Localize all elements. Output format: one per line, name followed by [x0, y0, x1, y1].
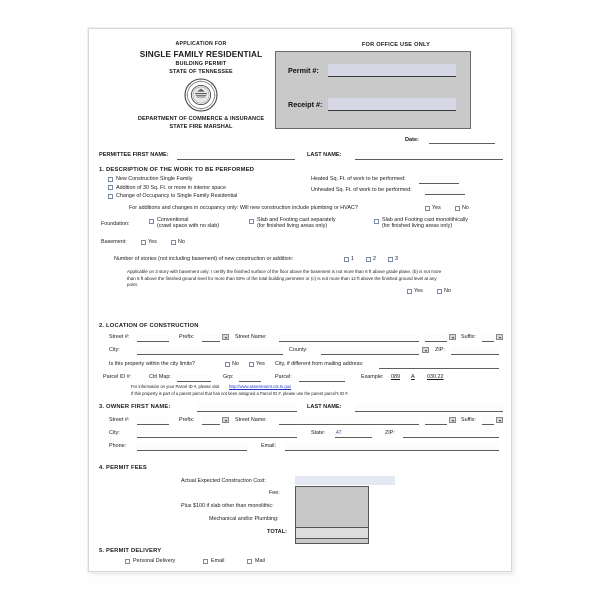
label-hvac-yes: Yes	[432, 205, 441, 211]
loc-city-input[interactable]	[137, 347, 283, 355]
grp-label: Grp:	[223, 374, 234, 380]
owner-prefix-input[interactable]	[202, 417, 220, 425]
ctl-map-input[interactable]	[177, 374, 211, 382]
section-1-heading: 1. DESCRIPTION OF THE WORK TO BE PERFORMED	[99, 167, 255, 173]
checkbox-city-limits-yes[interactable]	[249, 362, 254, 367]
section-4-heading: 4. PERMIT FEES	[99, 465, 147, 471]
permit-number-label: Permit #:	[288, 66, 319, 75]
label-basement-no: No	[178, 239, 185, 245]
form-header	[101, 41, 301, 130]
checkbox-stories-1[interactable]	[344, 257, 349, 262]
loc-street-dropdown-icon[interactable]	[449, 334, 456, 340]
checkbox-personal-delivery[interactable]	[125, 559, 130, 564]
label-foundation-separate-2: (for finished living areas only)	[257, 223, 328, 229]
owner-last-name-label: LAST NAME:	[307, 404, 342, 410]
loc-prefix-label: Prefix:	[179, 334, 195, 340]
parcel-info-link[interactable]: http://www.assessment.cot.tn.gov	[229, 384, 292, 389]
fee-row-2-label: Plus $100 if slab other than monolithic:	[181, 503, 274, 509]
owner-street-extra-input[interactable]	[425, 417, 447, 425]
permit-number-input[interactable]	[328, 64, 456, 77]
owner-zip-label: ZIP:	[385, 430, 395, 436]
loc-street-name-label: Street Name:	[235, 334, 267, 340]
owner-suffix-dropdown-icon[interactable]	[496, 417, 503, 423]
label-basement-yes: Yes	[148, 239, 157, 245]
fee-row-0-input[interactable]	[295, 476, 395, 485]
office-use-box	[275, 51, 471, 129]
example-map-value: 089	[391, 374, 400, 380]
checkbox-basement-no[interactable]	[171, 240, 176, 245]
label-foundation-conventional-2: (crawl space with no slab)	[157, 223, 220, 229]
loc-street-num-input[interactable]	[137, 334, 169, 342]
mailing-address-input[interactable]	[379, 361, 499, 369]
loc-zip-input[interactable]	[451, 347, 499, 355]
permittee-last-name-input[interactable]	[355, 152, 503, 160]
fee-row-0-label: Actual Expected Construction Cost:	[181, 478, 266, 484]
owner-phone-label: Phone:	[109, 443, 127, 449]
owner-email-label: Email:	[261, 443, 276, 449]
owner-street-num-input[interactable]	[137, 417, 169, 425]
label-personal-delivery: Personal Delivery	[133, 558, 176, 564]
loc-county-label: County:	[289, 347, 308, 353]
fee-row-1-label: Fee:	[269, 490, 280, 496]
example-parcel-value: 030.22	[427, 374, 444, 380]
loc-prefix-input[interactable]	[202, 334, 220, 342]
owner-prefix-label: Prefix:	[179, 417, 195, 423]
date-label: Date:	[405, 137, 419, 143]
owner-state-input[interactable]: 47	[335, 430, 372, 438]
label-foundation-monolithic-1: Slab and Footing cast monolithically	[382, 216, 468, 223]
loc-suffix-input[interactable]	[482, 334, 494, 342]
checkbox-new-construction[interactable]	[108, 177, 113, 182]
loc-county-input[interactable]	[321, 347, 419, 355]
unheated-sqft-label: Unheated Sq. Ft. of work to be performed:	[311, 187, 412, 193]
ctl-map-label: Ctrl Map:	[149, 374, 171, 380]
permittee-first-name-input[interactable]	[177, 152, 295, 160]
checkbox-foundation-monolithic[interactable]	[374, 219, 379, 224]
owner-street-num-label: Street #:	[109, 417, 130, 423]
parcel-note-line-2: If this property is part of a parent parcel that has not been assigned a Parcel ID #, please use the parent parcel's ID #.	[131, 390, 349, 396]
checkbox-basement-yes[interactable]	[141, 240, 146, 245]
form-subtitle: BUILDING PERMIT	[175, 61, 227, 67]
label-foundation-monolithic-2: (for finished living areas only)	[382, 223, 453, 229]
label-certification-yes: Yes	[414, 288, 423, 294]
form-title: SINGLE FAMILY RESIDENTIAL	[139, 49, 263, 59]
label-city-limits-yes: Yes	[256, 361, 265, 367]
checkbox-mail-delivery[interactable]	[247, 559, 252, 564]
loc-suffix-dropdown-icon[interactable]	[496, 334, 503, 340]
checkbox-city-limits-no[interactable]	[225, 362, 230, 367]
hvac-question-label: For additions and changes in occupancy only: Will new construction include plumbing or HVAC?	[129, 205, 358, 211]
checkbox-hvac-no[interactable]	[455, 206, 460, 211]
fee-row-3-label: Mechanical and/or Plumbing:	[209, 516, 279, 522]
checkbox-certification-yes[interactable]	[407, 289, 412, 294]
date-input[interactable]	[429, 143, 495, 144]
fee-total-input[interactable]	[295, 527, 369, 539]
loc-prefix-dropdown-icon[interactable]	[222, 334, 229, 340]
city-limits-question: Is this property within the city limits?	[109, 361, 195, 367]
label-city-limits-no: No	[232, 361, 239, 367]
department-line-2: STATE FIRE MARSHAL	[169, 124, 233, 130]
state-seal-icon	[184, 78, 218, 112]
receipt-number-input[interactable]	[328, 98, 456, 111]
form-page	[88, 28, 512, 572]
loc-street-num-label: Street #:	[109, 334, 130, 340]
label-stories-2: 2	[373, 256, 376, 262]
loc-county-dropdown-icon[interactable]	[422, 347, 429, 353]
example-grp-value: A	[411, 374, 415, 380]
parcel-note-line-1: For information on your Parcel ID #, please visit	[131, 384, 220, 389]
receipt-number-label: Receipt #:	[288, 100, 323, 109]
checkbox-email-delivery[interactable]	[203, 559, 208, 564]
label-email-delivery: Email	[211, 558, 225, 564]
checkbox-stories-3[interactable]	[388, 257, 393, 262]
grp-input[interactable]	[239, 374, 261, 382]
form-content	[89, 29, 513, 573]
section-5-heading: 5. PERMIT DELIVERY	[99, 548, 162, 554]
checkbox-stories-2[interactable]	[366, 257, 371, 262]
foundation-label: Foundation:	[101, 221, 130, 227]
owner-street-name-input[interactable]	[279, 417, 419, 425]
parcel-input[interactable]	[299, 374, 345, 382]
owner-first-name-input[interactable]	[197, 404, 297, 412]
parcel-id-label: Parcel ID #:	[103, 374, 132, 380]
label-foundation-conventional-1: Conventional	[157, 216, 189, 223]
owner-zip-input[interactable]	[403, 430, 499, 438]
checkbox-change-occupancy[interactable]	[108, 194, 113, 199]
section-2-heading: 2. LOCATION OF CONSTRUCTION	[99, 323, 199, 329]
owner-last-name-input[interactable]	[355, 404, 503, 412]
owner-city-input[interactable]	[137, 430, 297, 438]
checkbox-foundation-conventional[interactable]	[149, 219, 154, 224]
section-3-heading: 3. OWNER FIRST NAME:	[99, 404, 171, 410]
loc-suffix-label: Suffix:	[461, 334, 476, 340]
basement-label: Basement:	[101, 239, 127, 245]
label-addition: Addition of 30 Sq. Ft. or more in interior space	[116, 184, 226, 191]
permittee-first-name-label: PERMITTEE FIRST NAME:	[99, 152, 169, 158]
checkbox-addition[interactable]	[108, 185, 113, 190]
label-mail-delivery: Mail	[255, 558, 265, 564]
checkbox-foundation-separate[interactable]	[249, 219, 254, 224]
label-change-occupancy: Change of Occupancy to Single Family Residential	[116, 193, 238, 199]
owner-city-label: City:	[109, 430, 120, 436]
checkbox-hvac-yes[interactable]	[425, 206, 430, 211]
label-stories-3: 3	[395, 256, 398, 262]
department-line-1: DEPARTMENT OF COMMERCE & INSURANCE	[137, 116, 265, 122]
heated-sqft-label: Heated Sq. Ft. of work to be performed:	[311, 176, 406, 182]
office-use-title: FOR OFFICE USE ONLY	[361, 42, 431, 48]
label-certification-no: No	[444, 288, 451, 294]
loc-street-name-input[interactable]	[279, 334, 419, 342]
checkbox-certification-no[interactable]	[437, 289, 442, 294]
stories-label: Number of stories (not including basement) of new construction or addition:	[114, 256, 294, 262]
fee-row-4-label: TOTAL:	[267, 529, 287, 535]
owner-street-name-label: Street Name:	[235, 417, 267, 423]
application-for-label: APPLICATION FOR	[175, 41, 227, 47]
owner-suffix-input[interactable]	[482, 417, 494, 425]
owner-suffix-label: Suffix:	[461, 417, 476, 423]
label-foundation-separate-1: Slab and Footing cast separately	[257, 216, 336, 223]
loc-zip-label: ZIP:	[435, 347, 445, 353]
owner-phone-input[interactable]	[137, 443, 247, 451]
state-label: STATE OF TENNESSEE	[169, 69, 233, 75]
loc-city-label: City:	[109, 347, 120, 353]
permittee-last-name-label: LAST NAME:	[307, 152, 342, 158]
owner-state-label: State:	[311, 430, 326, 436]
unheated-sqft-input[interactable]	[425, 187, 465, 195]
mailing-address-label: City, if different from mailing address:	[275, 361, 364, 367]
heated-sqft-input[interactable]	[419, 176, 459, 184]
owner-street-dropdown-icon[interactable]	[449, 417, 456, 423]
example-label: Example:	[361, 374, 384, 380]
owner-email-input[interactable]	[285, 443, 499, 451]
owner-prefix-dropdown-icon[interactable]	[222, 417, 229, 423]
certification-text: Applicable on 3 story with basement only: I certify the finished surface of the floor above the basement is not more than 6 ft above grade plane, (b) is not more than 6 ft above the finished ground level for more than 50% of the total building perimeter or (c) is not more than 12 ft above the finished ground level at any point.	[127, 269, 442, 288]
parcel-label: Parcel:	[275, 374, 292, 380]
label-stories-1: 1	[351, 256, 354, 262]
loc-street-extra-input[interactable]	[425, 334, 447, 342]
label-new-construction: New Construction Single Family	[116, 176, 193, 182]
label-hvac-no: No	[462, 205, 469, 211]
